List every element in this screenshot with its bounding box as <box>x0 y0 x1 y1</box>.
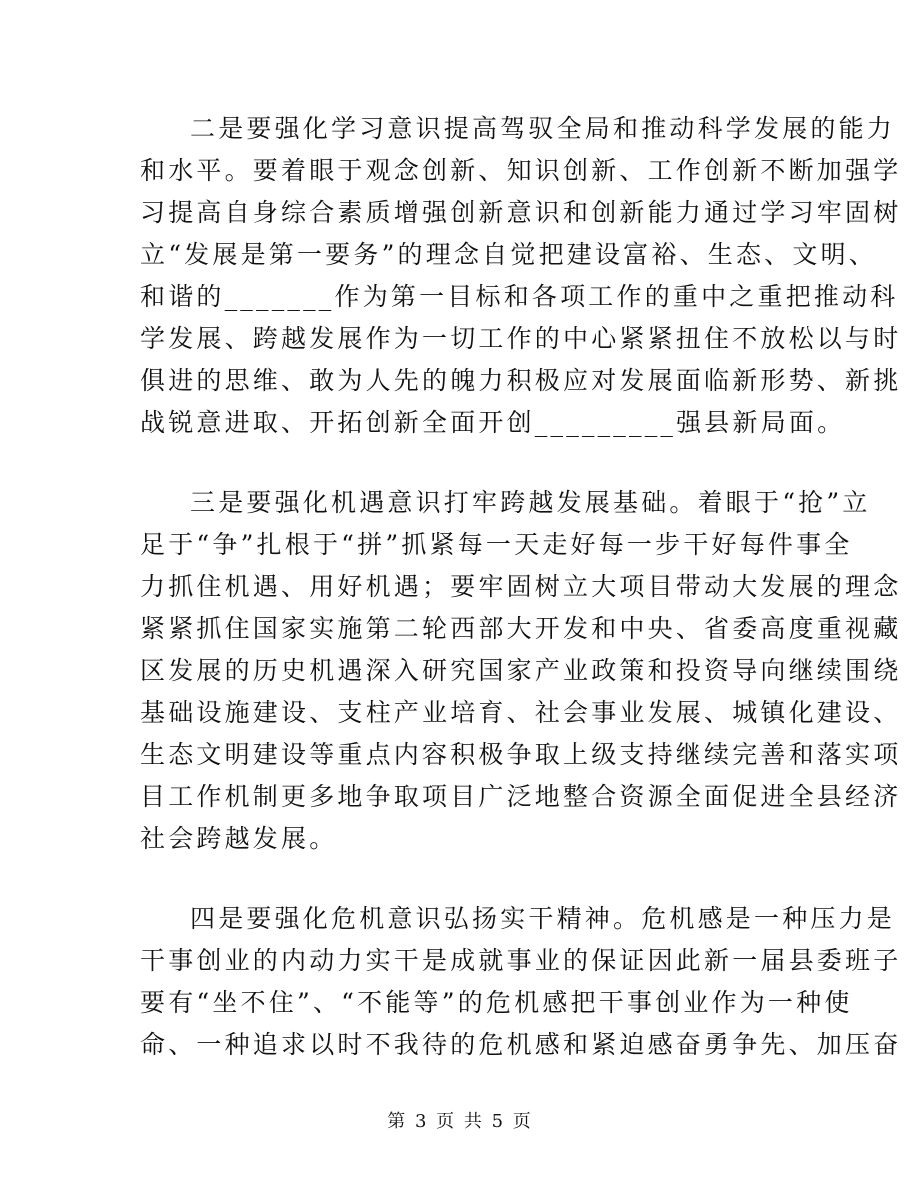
paragraph-2-line-4: 紧紧抓住国家实施第二轮西部大开发和中央、省委高度重视藏 <box>140 614 902 643</box>
paragraph-1-line-7: 俱进的思维、敢为人先的魄力积极应对发展面临新形势、新挑 <box>140 366 902 395</box>
paragraph-2-line-7: 生态文明建设等重点内容积极争取上级支持继续完善和落实项 <box>140 740 902 769</box>
paragraph-1-line-8: 战锐意进取、开拓创新全面开创_________强县新局面。 <box>140 408 846 437</box>
paragraph-1-line-3: 习提高自身综合素质增强创新意识和创新能力通过学习牢固树 <box>140 198 902 227</box>
paragraph-1-line-5: 和谐的_______作为第一目标和各项工作的重中之重把推动科 <box>140 282 899 311</box>
paragraph-2-line-1: 三是要强化机遇意识打牢跨越发展基础。着眼于“抢”立 <box>190 488 871 517</box>
paragraph-2-line-3: 力抓住机遇、用好机遇；要牢固树立大项目带动大发展的理念 <box>140 572 902 601</box>
paragraph-2-line-5: 区发展的历史机遇深入研究国家产业政策和投资导向继续围绕 <box>140 656 902 685</box>
paragraph-1-line-2: 和水平。要着眼于观念创新、知识创新、工作创新不断加强学 <box>140 156 902 185</box>
page-number-footer: 第 3 页 共 5 页 <box>387 1111 533 1132</box>
paragraph-2-line-8: 目工作机制更多地争取项目广泛地整合资源全面促进全县经济 <box>140 782 902 811</box>
paragraph-1-line-1: 二是要强化学习意识提高驾驭全局和推动科学发展的能力 <box>190 114 896 143</box>
paragraph-2-line-6: 基础设施建设、支柱产业培育、社会事业发展、城镇化建设、 <box>140 698 902 727</box>
paragraph-3-line-2: 干事创业的内动力实干是成就事业的保证因此新一届县委班子 <box>140 946 902 975</box>
paragraph-2-line-9: 社会跨越发展。 <box>140 824 338 853</box>
paragraph-3-line-1: 四是要强化危机意识弘扬实干精神。危机感是一种压力是 <box>190 904 896 933</box>
paragraph-3-line-4: 命、一种追求以时不我待的危机感和紧迫感奋勇争先、加压奋 <box>140 1030 902 1059</box>
paragraph-1-line-4: 立“发展是第一要务”的理念自觉把建设富裕、生态、文明、 <box>140 240 877 269</box>
paragraph-3-line-3: 要有“坐不住”、“不能等”的危机感把干事创业作为一种使 <box>140 988 853 1017</box>
paragraph-1-line-6: 学发展、跨越发展作为一切工作的中心紧紧扭住不放松以与时 <box>140 324 902 353</box>
paragraph-2-line-2: 足于“争”扎根于“拼”抓紧每一天走好每一步干好每件事全 <box>140 530 853 559</box>
